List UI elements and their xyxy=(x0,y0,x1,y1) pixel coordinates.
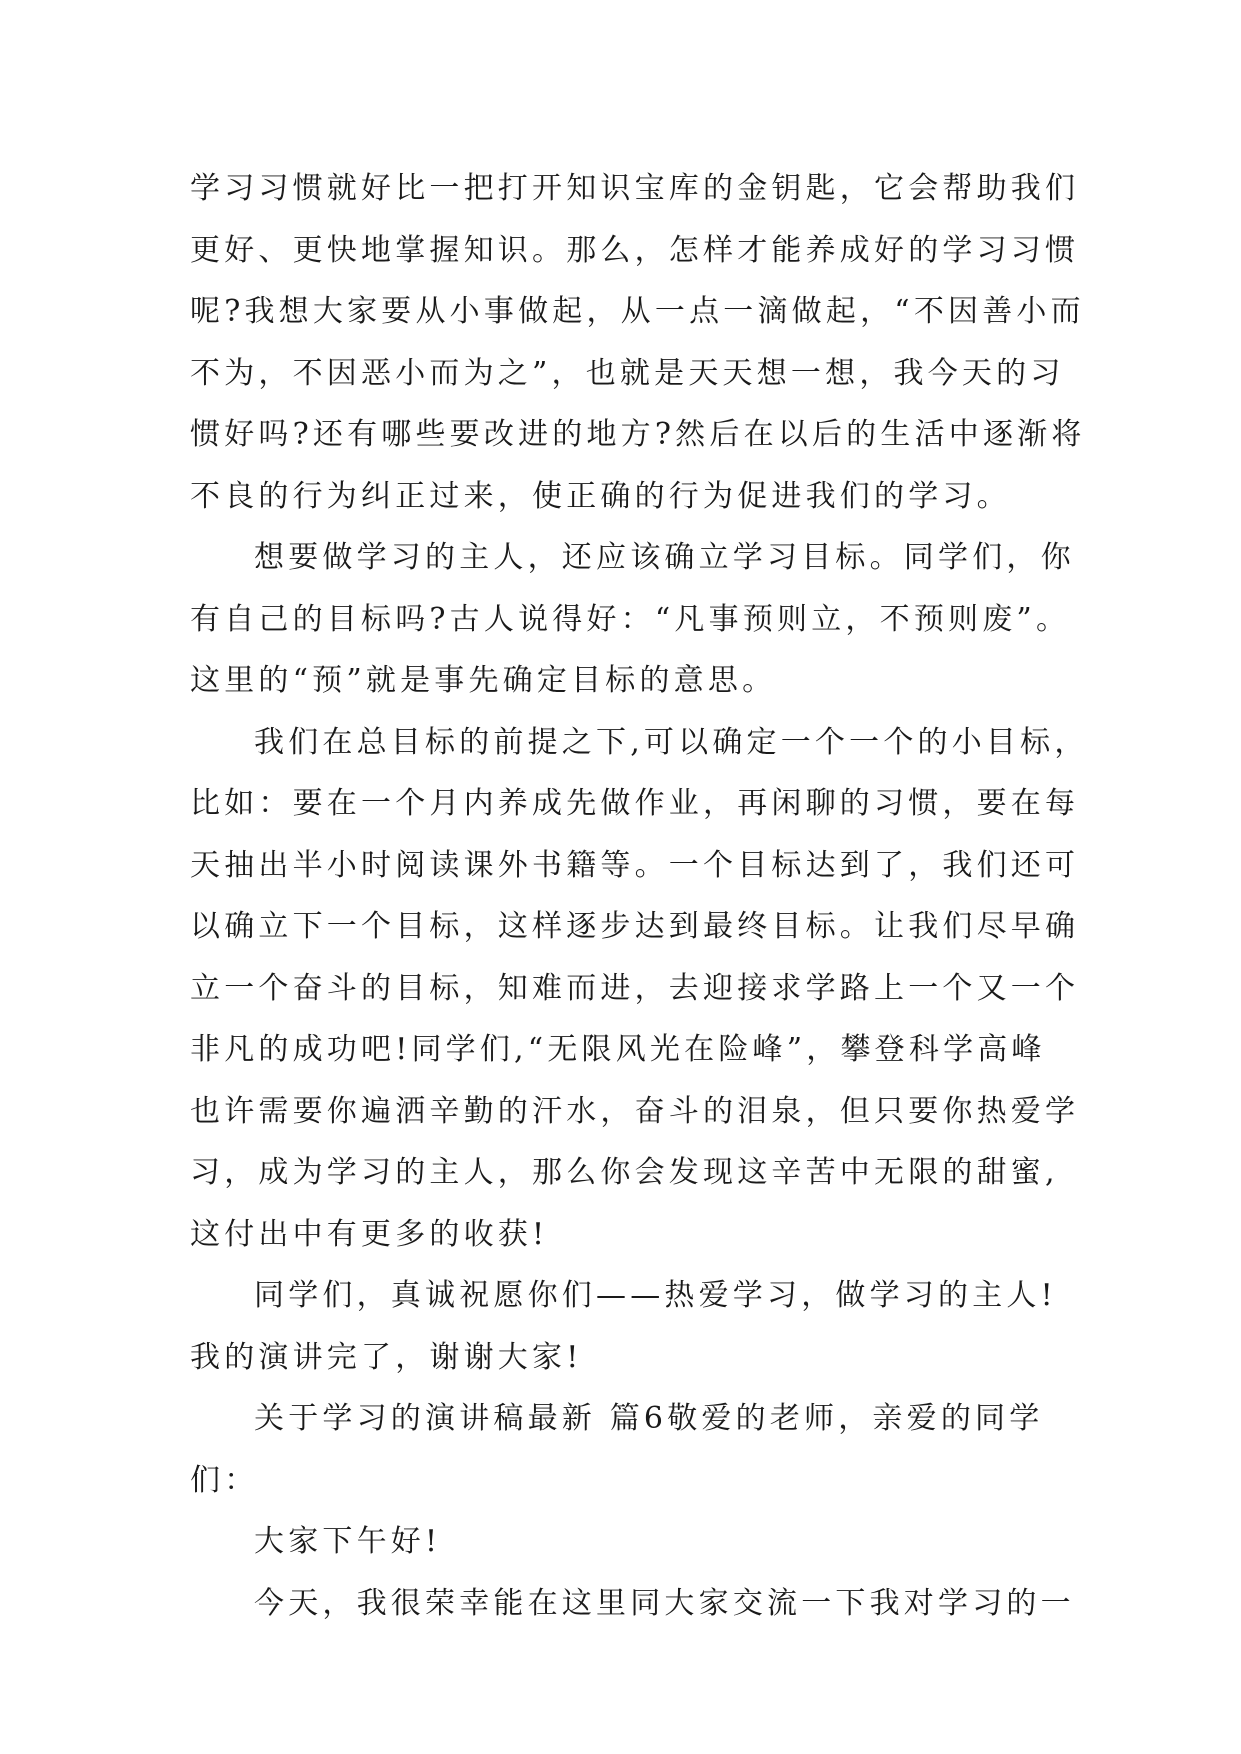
text-line: 们： xyxy=(190,1462,259,1498)
document-body xyxy=(190,158,1089,1634)
text-line: 非凡的成功吧!同学们,“无限风光在险峰”，攀登科学高峰 xyxy=(190,1032,1046,1067)
text-line: 学习习惯就好比一把打开知识宝库的金钥匙，它会帮助我们 xyxy=(190,171,1080,206)
text-line: 也许需要你遍洒辛勤的汗水，奋斗的泪泉，但只要你热爱学 xyxy=(190,1093,1080,1129)
text-line: 惯好吗?还有哪些要改进的地方?然后在以后的生活中逐渐将 xyxy=(190,417,1086,452)
text-line: 同学们，真诚祝愿你们——热爱学习，做学习的主人! xyxy=(254,1278,1057,1313)
text-line: 习，成为学习的主人，那么你会发现这辛苦中无限的甜蜜, xyxy=(190,1155,1059,1190)
text-line: 这里的“预”就是事先确定目标的意思。 xyxy=(190,663,777,698)
text-line: 比如：要在一个月内养成先做作业，再闲聊的习惯，要在每 xyxy=(190,786,1080,821)
text-line: 以确立下一个目标，这样逐步达到最终目标。让我们尽早确 xyxy=(190,909,1080,944)
text-line: 天抽出半小时阅读课外书籍等。一个目标达到了，我们还可 xyxy=(190,847,1080,883)
text-line: 呢?我想大家要从小事做起，从一点一滴做起，“不因善小而 xyxy=(190,294,1085,329)
section-heading-line: 关于学习的演讲稿最新 篇6敬爱的老师，亲爱的同学 xyxy=(254,1401,1044,1436)
text-line: 更好、更快地掌握知识。那么，怎样才能养成好的学习习惯 xyxy=(190,232,1080,268)
text-line: 想要做学习的主人，还应该确立学习目标。同学们，你 xyxy=(254,540,1075,575)
text-line: 不为，不因恶小而为之”，也就是天天想一想，我今天的习 xyxy=(190,355,1065,391)
text-line: 我的演讲完了，谢谢大家! xyxy=(190,1339,583,1375)
text-line: 立一个奋斗的目标，知难而进，去迎接求学路上一个又一个 xyxy=(190,970,1080,1006)
text-line: 我们在总目标的前提之下,可以确定一个一个的小目标， xyxy=(254,724,1089,760)
text-line: 有自己的目标吗?古人说得好：“凡事预则立，不预则废”。 xyxy=(190,601,1071,637)
text-line: 不良的行为纠正过来，使正确的行为促进我们的学习。 xyxy=(190,478,1011,514)
greeting-line: 大家下午好! xyxy=(254,1524,442,1559)
text-line: 这付出中有更多的收获! xyxy=(190,1216,549,1252)
text-line: 今天，我很荣幸能在这里同大家交流一下我对学习的一 xyxy=(254,1585,1075,1621)
